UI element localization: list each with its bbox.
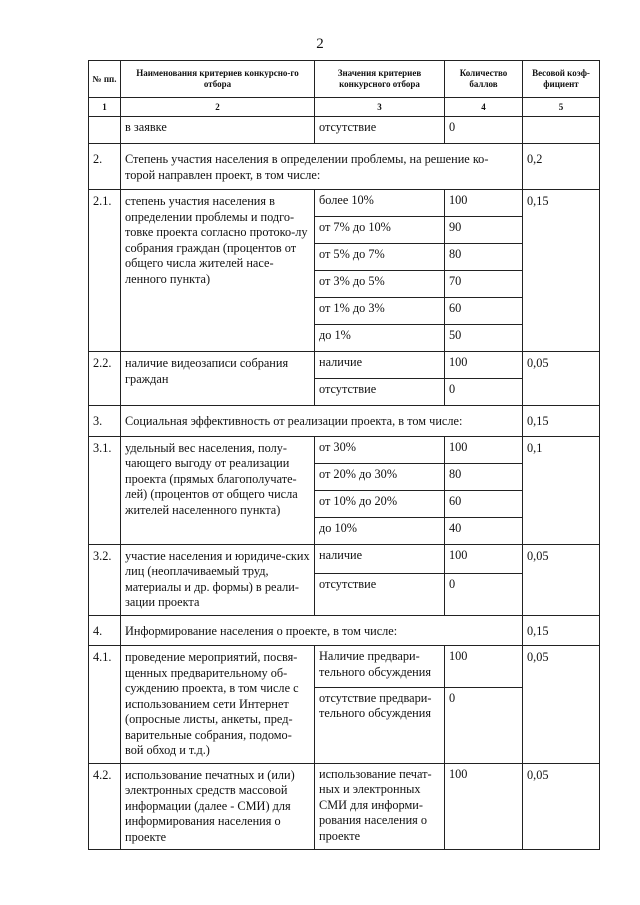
section-number: 4. [89, 615, 121, 646]
header-row [89, 61, 600, 98]
criterion-value: от 1% до 3% [315, 298, 445, 325]
criterion-score: 70 [445, 271, 523, 298]
criterion-score: 40 [445, 517, 523, 544]
row-number: 3.2. [89, 544, 121, 615]
row-number: 4.2. [89, 763, 121, 850]
criterion-score: 90 [445, 217, 523, 244]
section-number: 2. [89, 144, 121, 190]
section-number: 3. [89, 406, 121, 437]
criterion-name: использование печатных и (или) электронных средств массовой информации (далее - СМИ) для информирования населения о проекте [121, 763, 315, 850]
criterion-value: отсутствие предвари-тельного обсуждения [315, 687, 445, 763]
criterion-weight: 0,05 [523, 763, 600, 850]
colnum-2: 2 [121, 98, 315, 117]
criterion-value: до 10% [315, 517, 445, 544]
criterion-value: от 3% до 5% [315, 271, 445, 298]
section-row [89, 144, 600, 190]
criterion-score: 100 [445, 190, 523, 217]
criterion-score: 80 [445, 463, 523, 490]
criterion-name: наличие видеозаписи собрания граждан [121, 352, 315, 406]
criterion-value: наличие [315, 352, 445, 379]
criterion-value: более 10% [315, 190, 445, 217]
criterion-score: 0 [445, 574, 523, 615]
criterion-score: 100 [445, 436, 523, 463]
page-number: 2 [316, 36, 324, 52]
section-weight: 0,15 [523, 406, 600, 437]
criterion-score: 80 [445, 244, 523, 271]
criterion-value: отсутствие [315, 117, 445, 144]
colnum-5: 5 [523, 98, 600, 117]
criterion-name: удельный вес населения, полу-чающего выгоду от реализации проекта (прямых благополучате-лей) (процентов от общего числа жителей населенного пункта) [121, 436, 315, 544]
row-number: 3.1. [89, 436, 121, 544]
criterion-value: от 30% [315, 436, 445, 463]
table-row [89, 763, 600, 850]
criterion-value: от 5% до 7% [315, 244, 445, 271]
criterion-value: до 1% [315, 325, 445, 352]
header-score: Количество баллов [445, 61, 523, 98]
criterion-score: 0 [445, 117, 523, 144]
header-criteria-values: Значения критериев конкурсного отбора [315, 61, 445, 98]
criterion-weight: 0,15 [523, 190, 600, 352]
criterion-score: 50 [445, 325, 523, 352]
section-title: Социальная эффективность от реализации проекта, в том числе: [121, 406, 523, 437]
criterion-weight: 0,05 [523, 352, 600, 406]
criterion-value: наличие [315, 544, 445, 574]
table-row [89, 646, 600, 688]
colnum-1: 1 [89, 98, 121, 117]
section-row [89, 406, 600, 437]
criterion-value: использование печат-ных и электронных СМИ для информи-рования населения о проекте [315, 763, 445, 850]
criterion-score: 0 [445, 379, 523, 406]
table-row [89, 190, 600, 217]
criterion-value: от 7% до 10% [315, 217, 445, 244]
section-title: Степень участия населения в определении проблемы, на решение ко-торой направлен проект, в том числе: [121, 144, 523, 190]
criterion-value: от 20% до 30% [315, 463, 445, 490]
table-row [89, 544, 600, 574]
table-row [89, 117, 600, 144]
criterion-value: отсутствие [315, 379, 445, 406]
colnum-3: 3 [315, 98, 445, 117]
criterion-score: 60 [445, 490, 523, 517]
criterion-name: степень участия населения в определении проблемы и подго-товке проекта согласно протоко-лу собрания граждан (процентов от общего числа жителей насе-ленного пункта) [121, 190, 315, 352]
criterion-weight: 0,1 [523, 436, 600, 544]
section-weight: 0,15 [523, 615, 600, 646]
criteria-table [88, 60, 600, 850]
section-row [89, 615, 600, 646]
row-number: 4.1. [89, 646, 121, 764]
criterion-score: 100 [445, 352, 523, 379]
criterion-score: 100 [445, 763, 523, 850]
criterion-weight: 0,05 [523, 646, 600, 764]
row-number: 2.2. [89, 352, 121, 406]
criterion-name: участие населения и юридиче-ских лиц (неоплачиваемый труд, материалы и др. формы) в реали-зации проекта [121, 544, 315, 615]
header-criteria-name: Наименования критериев конкурсно-го отбора [121, 61, 315, 98]
colnum-4: 4 [445, 98, 523, 117]
criterion-score: 0 [445, 687, 523, 763]
criterion-name: в заявке [121, 117, 315, 144]
criterion-score: 100 [445, 544, 523, 574]
criterion-weight: 0,05 [523, 544, 600, 615]
section-title: Информирование населения о проекте, в том числе: [121, 615, 523, 646]
criterion-score: 60 [445, 298, 523, 325]
criterion-score: 100 [445, 646, 523, 688]
criterion-name: проведение мероприятий, посвя-щенных предварительному об-суждению проекта, в том числе с использованием сети Интернет (опросные листы, анкеты, пред-варительные собрания, подомо-вой обход и т.д.) [121, 646, 315, 764]
column-number-row [89, 98, 600, 117]
section-weight: 0,2 [523, 144, 600, 190]
row-number: 2.1. [89, 190, 121, 352]
criterion-value: отсутствие [315, 574, 445, 615]
criterion-value: Наличие предвари-тельного обсуждения [315, 646, 445, 688]
header-weight: Весовой коэф-фициент [523, 61, 600, 98]
table-row [89, 352, 600, 379]
table-row [89, 436, 600, 463]
header-num: № пп. [89, 61, 121, 98]
criterion-value: от 10% до 20% [315, 490, 445, 517]
